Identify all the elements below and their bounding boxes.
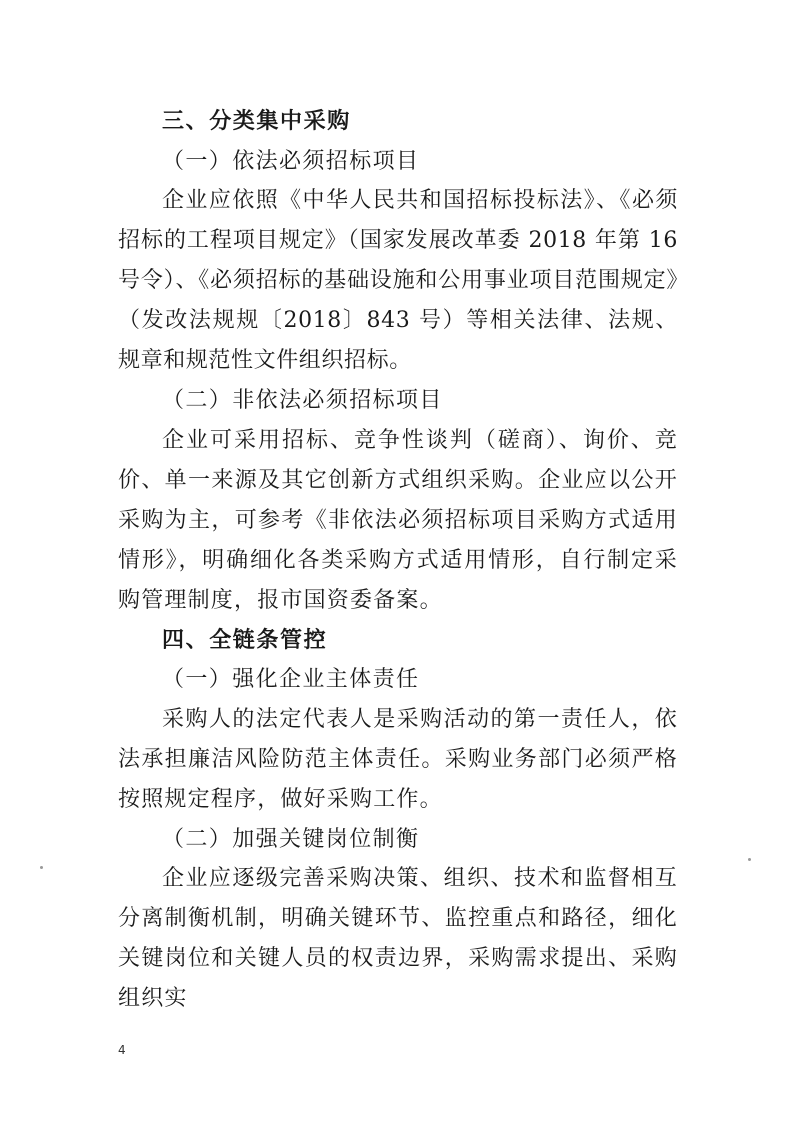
subsection-heading-key-post-checks: （二）加强关键岗位制衡 bbox=[162, 826, 420, 852]
section-heading-classified-procurement: 三、分类集中采购 bbox=[162, 109, 351, 134]
scan-speck bbox=[40, 866, 43, 869]
paragraph-main-responsibility: 采购人的法定代表人是采购活动的第一责任人，依法承担廉洁风险防范主体责任。采购业务部门必须严格按照规定程序，做好采购工作。 bbox=[118, 706, 678, 812]
section-heading-full-chain-control: 四、全链条管控 bbox=[162, 627, 328, 653]
subsection-heading-main-responsibility: （一）强化企业主体责任 bbox=[162, 667, 420, 692]
scan-speck bbox=[748, 858, 751, 861]
paragraph-key-post-checks: 企业应逐级完善采购决策、组织、技术和监督相互分离制衡机制，明确关键环节、监控重点和路径，细化关键岗位和关键人员的权责边界，采购需求提出、采购组织实 bbox=[118, 866, 678, 1011]
paragraph-non-mandatory-tender: 企业可采用招标、竞争性谈判（磋商）、询价、竞价、单一来源及其它创新方式组织采购。企业应以公开采购为主，可参考《非依法必须招标项目采购方式适用情形》，明确细化各类采购方式适用情形，自行制定采购管理制度，报市国资委备案。 bbox=[118, 427, 678, 613]
subsection-heading-non-mandatory-tender: （二）非依法必须招标项目 bbox=[162, 388, 443, 413]
document-body bbox=[118, 102, 678, 1019]
paragraph-mandatory-tender: 企业应依照《中华人民共和国招标投标法》、《必须招标的工程项目规定》（国家发展改革委 2018 年第 16 号令）、《必须招标的基础设施和公用事业项目范围规定》（发改法规规〔2018〕843 号）等相关法律、法规、规章和规范性文件组织招标。 bbox=[118, 188, 678, 373]
page-number: 4 bbox=[118, 1043, 126, 1057]
subsection-heading-mandatory-tender: （一）依法必须招标项目 bbox=[162, 148, 420, 174]
